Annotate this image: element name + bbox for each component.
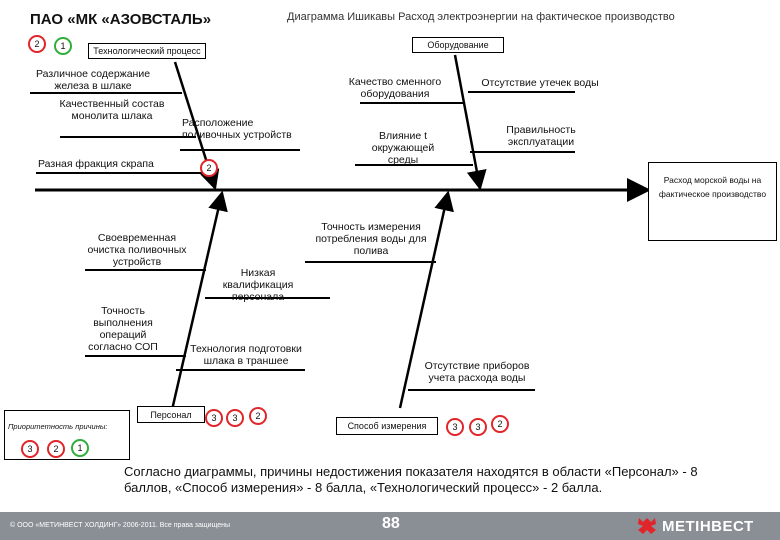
- legend-circle: 2: [47, 440, 65, 458]
- cause-slag-tech: Технология подготовки шлака в траншее: [190, 343, 302, 367]
- score-circle: 2: [200, 159, 218, 177]
- logo-text: МЕТІНВЕСТ: [662, 518, 754, 535]
- score-circle: 2: [249, 407, 267, 425]
- category-personnel: Персонал: [137, 406, 205, 423]
- cause-sprinklers: Расположение поливочных устройств: [182, 117, 292, 141]
- score-circle: 1: [54, 37, 72, 55]
- company-name: ПАО «МК «АЗОВСТАЛЬ»: [30, 11, 212, 28]
- cause-environment: Влияние t окружающей среды: [371, 130, 435, 166]
- cause-operation: Правильность эксплуатации: [506, 124, 576, 148]
- bone-equipment: [455, 55, 480, 188]
- cause-monolith: Качественный состав монолита шлака: [59, 98, 165, 122]
- cause-iron-content: Различное содержание железа в шлаке: [35, 68, 151, 92]
- score-circle: 2: [491, 415, 509, 433]
- diagram-title: Диаграмма Ишикавы Расход электроэнергии на фактическое производство: [287, 11, 675, 23]
- cause-measure-accuracy: Точность измерения потребления воды для полива: [315, 221, 427, 257]
- priority-legend: [4, 410, 130, 460]
- score-circle: 3: [469, 418, 487, 436]
- page-number: 88: [382, 515, 400, 532]
- legend-circle: 3: [21, 440, 39, 458]
- category-measurement: Способ измерения: [336, 417, 438, 435]
- effect-box: Расход морской воды на фактическое производство: [648, 162, 777, 241]
- score-circle: 3: [226, 409, 244, 427]
- logo-icon: [636, 516, 658, 536]
- score-circle: 3: [446, 418, 464, 436]
- cause-sop: Точность выполнения операций согласно СОП: [88, 305, 158, 353]
- score-circle: 3: [205, 409, 223, 427]
- cause-scrap: Разная фракция скрапа: [38, 158, 154, 170]
- copyright: © ООО «МЕТИНВЕСТ ХОЛДИНГ» 2006-2011. Все права защищены: [10, 522, 231, 529]
- cause-cleaning: Своевременная очистка поливочных устройств: [87, 232, 187, 268]
- cause-replaceable-equipment: Качество сменного оборудования: [348, 76, 442, 100]
- conclusion-text: Согласно диаграммы, причины недостижения показателя находятся в области «Персонал» - 8 баллов, «Способ измерения» - 8 балла, «Технологический процесс» - 2 балла.: [124, 464, 698, 495]
- cause-no-meters: Отсутствие приборов учета расхода воды: [424, 360, 530, 384]
- cause-no-leaks: Отсутствие утечек воды: [481, 77, 599, 89]
- category-equipment: Оборудование: [412, 37, 504, 53]
- legend-circle: 1: [71, 439, 89, 457]
- score-circle: 2: [28, 35, 46, 53]
- cause-qualification: Низкая квалификация персонала: [222, 267, 294, 303]
- category-tech-process: Технологический процесс: [88, 43, 206, 59]
- legend-label: Приоритетность причины:: [8, 422, 108, 431]
